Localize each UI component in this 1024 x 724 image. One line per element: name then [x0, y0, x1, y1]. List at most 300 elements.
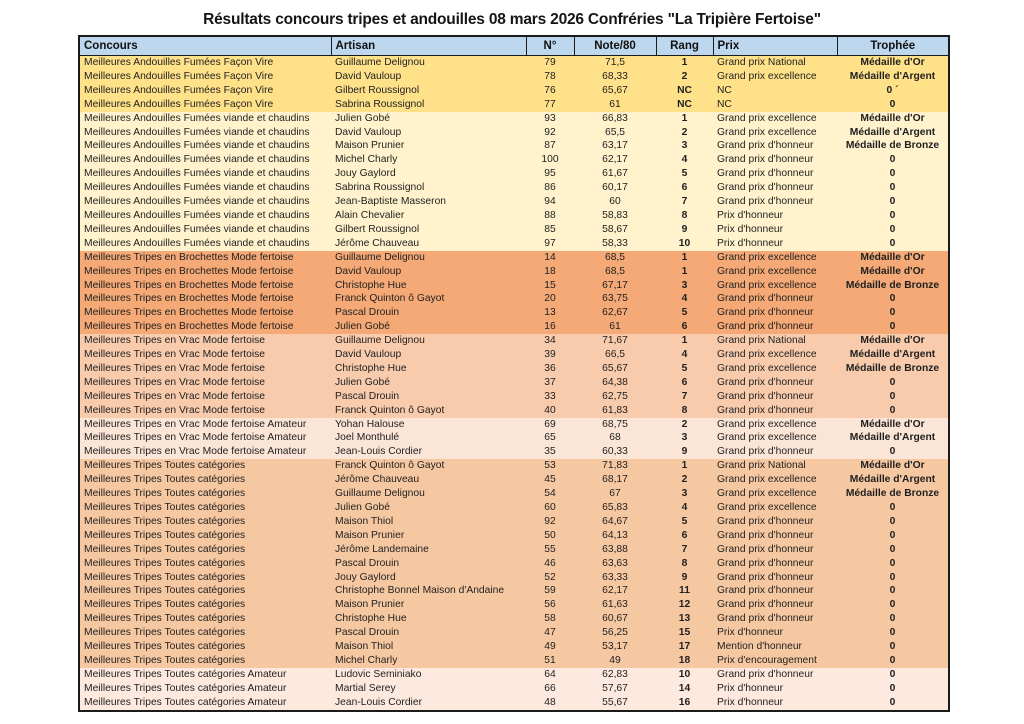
table-row [79, 571, 949, 585]
cell-concours: Meilleures Andouilles Fumées Façon Vire [84, 70, 274, 82]
column-header-prix: Prix [713, 36, 837, 56]
cell-trophee: 0 [889, 98, 896, 110]
cell-n: 56 [544, 599, 556, 611]
cell-trophee: Médaille d'Or [860, 265, 925, 277]
cell-note: 55,67 [602, 696, 628, 708]
cell-rang: NC [677, 98, 692, 110]
cell-rang: 7 [681, 543, 688, 555]
cell-prix: Prix d'encouragement [717, 654, 817, 666]
cell-prix: Grand prix excellence [717, 349, 817, 361]
cell-concours: Meilleures Tripes en Vrac Mode fertoise Amateur [84, 418, 307, 430]
table-row [79, 98, 949, 112]
table-row [79, 348, 949, 362]
table-row [79, 668, 949, 682]
cell-prix: Grand prix excellence [717, 418, 817, 430]
cell-note: 67,17 [602, 279, 628, 291]
table-row [79, 181, 949, 195]
cell-rang: 4 [681, 502, 688, 513]
cell-concours: Meilleures Tripes Toutes catégories [84, 474, 246, 486]
cell-n: 15 [544, 279, 556, 291]
table-row [79, 543, 949, 557]
cell-concours: Meilleures Tripes en Brochettes Mode fertoise [84, 321, 294, 333]
cell-concours: Meilleures Tripes en Vrac Mode fertoise [84, 390, 266, 402]
cell-prix: Grand prix d'honneur [717, 321, 814, 333]
cell-n: 54 [544, 488, 556, 500]
cell-trophee: 0 [889, 696, 896, 708]
cell-artisan: Alain Chevalier [335, 209, 405, 221]
table-row [79, 223, 949, 237]
cell-note: 66,83 [602, 112, 628, 124]
cell-trophee: Médaille de Bronze [845, 362, 940, 374]
table-header-row [79, 36, 949, 56]
cell-n: 18 [544, 265, 556, 277]
table-row [79, 209, 949, 223]
cell-trophee: Médaille d'Or [860, 335, 925, 347]
cell-prix: NC [717, 98, 732, 110]
cell-n: 92 [544, 515, 556, 527]
cell-note: 68,33 [602, 70, 628, 82]
cell-rang: 11 [679, 585, 690, 597]
cell-artisan: Franck Quinton ô Gayot [335, 293, 445, 305]
cell-n: 58 [544, 613, 556, 625]
cell-note: 63,75 [602, 293, 628, 305]
cell-n: 13 [544, 307, 556, 319]
cell-concours: Meilleures Tripes en Vrac Mode fertoise [84, 404, 266, 416]
cell-n: 65 [544, 432, 556, 444]
cell-prix: Grand prix d'honneur [717, 154, 814, 166]
cell-artisan: Christophe Hue [335, 362, 407, 374]
table-row [79, 306, 949, 320]
cell-artisan: Christophe Hue [335, 279, 407, 291]
cell-rang: 5 [681, 362, 688, 374]
cell-trophee: Médaille d'Or [860, 57, 925, 68]
table-row [79, 612, 949, 626]
cell-prix: Grand prix d'honneur [717, 613, 814, 625]
cell-n: 35 [544, 446, 556, 458]
cell-rang: 1 [681, 460, 688, 472]
cell-prix: Grand prix d'honneur [717, 529, 814, 541]
cell-trophee: 0 [889, 515, 896, 527]
cell-concours: Meilleures Tripes Toutes catégories [84, 571, 246, 583]
table-row [79, 70, 949, 84]
cell-rang: 10 [678, 237, 691, 249]
cell-artisan: Guillaume Delignou [335, 57, 425, 68]
cell-concours: Meilleures Andouilles Fumées viande et chaudins [84, 196, 310, 208]
cell-n: 53 [544, 460, 556, 472]
cell-prix: Grand prix excellence [717, 502, 817, 513]
cell-rang: 6 [681, 321, 688, 333]
cell-concours: Meilleures Tripes en Vrac Mode fertoise Amateur [84, 432, 307, 444]
cell-n: 50 [544, 529, 556, 541]
table-row [79, 195, 949, 209]
cell-artisan: Michel Charly [335, 154, 398, 166]
cell-concours: Meilleures Tripes en Vrac Mode fertoise [84, 335, 266, 347]
cell-artisan: Jouy Gaylord [335, 168, 396, 180]
cell-prix: Grand prix d'honneur [717, 543, 814, 555]
table-row [79, 56, 949, 70]
column-header-note: Note/80 [574, 36, 656, 56]
table-row [79, 557, 949, 571]
column-header-rang: Rang [656, 36, 713, 56]
cell-prix: Grand prix d'honneur [717, 585, 814, 597]
cell-n: 97 [544, 237, 556, 249]
cell-trophee: 0 [889, 168, 896, 180]
cell-n: 40 [544, 404, 556, 416]
cell-concours: Meilleures Andouilles Fumées viande et chaudins [84, 182, 310, 194]
table-body [79, 56, 949, 711]
cell-trophee: 0 [889, 404, 896, 416]
cell-prix: Grand prix excellence [717, 432, 817, 444]
cell-concours: Meilleures Andouilles Fumées viande et chaudins [84, 223, 310, 235]
cell-n: 86 [544, 182, 556, 194]
cell-rang: 3 [681, 140, 688, 152]
cell-concours: Meilleures Tripes Toutes catégories [84, 543, 246, 555]
cell-rang: 6 [681, 376, 688, 388]
cell-prix: Prix d'honneur [717, 223, 784, 235]
cell-note: 62,17 [602, 154, 628, 166]
table-row [79, 459, 949, 473]
cell-n: 37 [544, 376, 556, 388]
cell-note: 62,17 [602, 585, 628, 597]
cell-note: 58,83 [602, 209, 628, 221]
cell-rang: 8 [681, 404, 688, 416]
cell-artisan: Joel Monthulé [335, 432, 400, 444]
cell-trophee: Médaille d'Or [860, 251, 925, 263]
cell-artisan: Jérôme Chauveau [335, 474, 420, 486]
cell-artisan: Jouy Gaylord [335, 571, 396, 583]
cell-artisan: Jean-Louis Cordier [335, 696, 422, 708]
cell-concours: Meilleures Tripes en Brochettes Mode fertoise [84, 265, 294, 277]
cell-n: 94 [544, 196, 556, 208]
cell-prix: Grand prix excellence [717, 279, 817, 291]
table-row [79, 292, 949, 306]
cell-note: 68,75 [602, 418, 628, 430]
table-row [79, 153, 949, 167]
table-row [79, 320, 949, 334]
cell-rang: 4 [681, 154, 688, 166]
cell-rang: 9 [681, 223, 688, 235]
cell-concours: Meilleures Tripes en Brochettes Mode fertoise [84, 293, 294, 305]
table-row [79, 265, 949, 279]
cell-prix: Grand prix d'honneur [717, 599, 814, 611]
cell-note: 60,67 [602, 613, 628, 625]
cell-trophee: 0 [889, 668, 896, 680]
cell-n: 64 [544, 668, 556, 680]
cell-note: 71,83 [602, 460, 628, 472]
cell-note: 62,67 [602, 307, 628, 319]
cell-concours: Meilleures Tripes en Brochettes Mode fertoise [84, 307, 294, 319]
cell-artisan: David Vauloup [335, 70, 402, 82]
table-row [79, 418, 949, 432]
cell-artisan: Maison Prunier [335, 140, 405, 152]
cell-concours: Meilleures Tripes Toutes catégories [84, 502, 246, 513]
cell-artisan: Maison Thiol [335, 515, 394, 527]
cell-rang: 9 [681, 571, 688, 583]
cell-artisan: Guillaume Delignou [335, 251, 425, 263]
cell-rang: 9 [681, 446, 688, 458]
cell-artisan: Pascal Drouin [335, 627, 400, 639]
table-row [79, 682, 949, 696]
cell-note: 68,17 [602, 474, 628, 486]
cell-artisan: Maison Thiol [335, 641, 394, 653]
cell-concours: Meilleures Tripes Toutes catégories Amateur [84, 696, 287, 708]
cell-artisan: Julien Gobé [335, 112, 390, 124]
cell-prix: Grand prix d'honneur [717, 140, 814, 152]
cell-prix: Grand prix National [717, 460, 806, 472]
cell-artisan: Jean-Louis Cordier [335, 446, 422, 458]
cell-note: 61,63 [602, 599, 628, 611]
table-row [79, 279, 949, 293]
cell-trophee: 0 [889, 502, 896, 513]
cell-n: 49 [544, 641, 556, 653]
cell-rang: 6 [681, 529, 688, 541]
cell-concours: Meilleures Andouilles Fumées viande et chaudins [84, 126, 310, 138]
cell-rang: 5 [681, 168, 688, 180]
cell-n: 48 [544, 696, 556, 708]
cell-rang: NC [677, 84, 692, 96]
cell-trophee: 0 [889, 307, 896, 319]
cell-artisan: Guillaume Delignou [335, 488, 425, 500]
cell-note: 61 [609, 321, 621, 333]
table-row [79, 515, 949, 529]
cell-rang: 1 [681, 57, 688, 68]
cell-prix: Grand prix d'honneur [717, 557, 814, 569]
table-row [79, 404, 949, 418]
cell-note: 64,13 [602, 529, 628, 541]
cell-trophee: 0 [889, 543, 896, 555]
cell-concours: Meilleures Tripes Toutes catégories [84, 529, 246, 541]
cell-note: 58,33 [602, 237, 628, 249]
cell-note: 65,5 [604, 126, 626, 138]
cell-rang: 4 [681, 293, 688, 305]
cell-trophee: 0 [889, 321, 896, 333]
cell-trophee: 0 [889, 571, 896, 583]
cell-concours: Meilleures Andouilles Fumées Façon Vire [84, 57, 274, 68]
table-row [79, 84, 949, 98]
cell-trophee: 0 [889, 293, 896, 305]
cell-note: 57,67 [602, 682, 628, 694]
page-title: Résultats concours tripes et andouilles 08 mars 2026 Confréries "La Tripière Fertoise" [203, 11, 821, 28]
cell-artisan: Pascal Drouin [335, 307, 400, 319]
cell-note: 65,67 [602, 362, 628, 374]
cell-trophee: 0 [889, 599, 896, 611]
cell-artisan: Christophe Hue [335, 613, 407, 625]
cell-prix: Grand prix d'honneur [717, 376, 814, 388]
cell-trophee: Médaille de Bronze [845, 140, 940, 152]
column-header-artisan: Artisan [331, 36, 526, 56]
cell-prix: Grand prix d'honneur [717, 168, 814, 180]
cell-trophee: Médaille d'Argent [849, 349, 936, 361]
cell-rang: 6 [681, 182, 688, 194]
cell-prix: Prix d'honneur [717, 682, 784, 694]
cell-artisan: Pascal Drouin [335, 557, 400, 569]
cell-rang: 17 [678, 641, 691, 653]
cell-trophee: 0 [889, 641, 896, 653]
cell-n: 59 [544, 585, 556, 597]
cell-prix: Grand prix d'honneur [717, 404, 814, 416]
cell-trophee: 0 [889, 446, 896, 458]
cell-note: 61 [609, 98, 621, 110]
column-header-concours: Concours [79, 36, 331, 56]
cell-artisan: David Vauloup [335, 265, 402, 277]
cell-rang: 2 [681, 474, 688, 486]
cell-artisan: Christophe Bonnel Maison d'Andaine [335, 585, 505, 597]
cell-trophee: 0 [889, 654, 896, 666]
cell-prix: Grand prix National [717, 57, 806, 68]
table-row [79, 431, 949, 445]
cell-trophee: 0 [889, 196, 896, 208]
cell-concours: Meilleures Andouilles Fumées viande et chaudins [84, 154, 310, 166]
cell-note: 56,25 [602, 627, 628, 639]
cell-note: 63,63 [602, 557, 628, 569]
cell-concours: Meilleures Andouilles Fumées viande et chaudins [84, 209, 310, 221]
cell-prix: Grand prix excellence [717, 362, 817, 374]
cell-prix: Grand prix d'honneur [717, 571, 814, 583]
cell-prix: Grand prix d'honneur [717, 196, 814, 208]
cell-trophee: 0 [889, 557, 896, 569]
cell-prix: Grand prix excellence [717, 70, 817, 82]
cell-note: 71,67 [602, 335, 628, 347]
cell-trophee: Médaille d'Argent [849, 432, 936, 444]
table-row [79, 487, 949, 501]
cell-rang: 3 [681, 432, 688, 444]
cell-concours: Meilleures Tripes en Vrac Mode fertoise [84, 349, 266, 361]
cell-rang: 18 [678, 654, 691, 666]
table-row [79, 139, 949, 153]
cell-prix: Grand prix d'honneur [717, 668, 814, 680]
table-row [79, 167, 949, 181]
cell-n: 46 [544, 557, 556, 569]
table-row [79, 584, 949, 598]
cell-rang: 3 [681, 279, 688, 291]
cell-concours: Meilleures Tripes Toutes catégories Amateur [84, 668, 287, 680]
cell-prix: Grand prix d'honneur [717, 307, 814, 319]
cell-n: 14 [544, 251, 556, 263]
cell-n: 20 [544, 293, 556, 305]
cell-rang: 7 [681, 196, 688, 208]
cell-n: 93 [544, 112, 556, 124]
cell-concours: Meilleures Tripes Toutes catégories [84, 585, 246, 597]
cell-trophee: 0 [889, 585, 896, 597]
table-row [79, 334, 949, 348]
table-row [79, 390, 949, 404]
cell-concours: Meilleures Tripes Toutes catégories [84, 641, 246, 653]
cell-concours: Meilleures Andouilles Fumées Façon Vire [84, 98, 274, 110]
cell-artisan: Yohan Halouse [335, 418, 405, 430]
cell-trophee: 0 [889, 237, 896, 249]
cell-n: 88 [544, 209, 556, 221]
cell-concours: Meilleures Tripes Toutes catégories [84, 515, 246, 527]
cell-trophee: Médaille de Bronze [845, 488, 940, 500]
cell-artisan: Gilbert Roussignol [335, 223, 420, 235]
cell-artisan: Franck Quinton ô Gayot [335, 404, 445, 416]
table-row [79, 445, 949, 459]
cell-rang: 7 [681, 390, 688, 402]
cell-prix: Grand prix d'honneur [717, 182, 814, 194]
cell-concours: Meilleures Andouilles Fumées viande et chaudins [84, 140, 310, 152]
cell-n: 78 [544, 70, 556, 82]
cell-n: 47 [544, 627, 556, 639]
cell-n: 85 [544, 223, 556, 235]
cell-note: 68 [609, 432, 621, 444]
cell-prix: Prix d'honneur [717, 696, 784, 708]
cell-trophee: 0 [889, 627, 896, 639]
cell-prix: Grand prix National [717, 335, 806, 347]
cell-rang: 12 [678, 599, 691, 611]
cell-artisan: Sabrina Roussignol [335, 182, 425, 194]
cell-concours: Meilleures Tripes en Brochettes Mode fertoise [84, 251, 294, 263]
cell-concours: Meilleures Tripes en Vrac Mode fertoise Amateur [84, 446, 307, 458]
cell-n: 69 [544, 418, 556, 430]
results-table [78, 35, 950, 712]
cell-prix: Grand prix excellence [717, 251, 817, 263]
cell-note: 63,88 [602, 543, 628, 555]
column-header-n: N° [526, 36, 574, 56]
cell-note: 64,38 [602, 376, 628, 388]
table-row [79, 626, 949, 640]
cell-trophee: Médaille de Bronze [845, 279, 940, 291]
cell-concours: Meilleures Tripes Toutes catégories [84, 627, 246, 639]
cell-prix: Grand prix excellence [717, 112, 817, 124]
cell-n: 76 [544, 84, 556, 96]
cell-prix: Prix d'honneur [717, 209, 784, 221]
cell-rang: 14 [678, 682, 691, 694]
cell-rang: 3 [681, 488, 688, 500]
cell-artisan: Julien Gobé [335, 321, 390, 333]
cell-note: 60,17 [602, 182, 628, 194]
cell-concours: Meilleures Andouilles Fumées viande et chaudins [84, 237, 310, 249]
cell-prix: Prix d'honneur [717, 237, 784, 249]
cell-artisan: Jean-Baptiste Masseron [335, 196, 447, 208]
cell-n: 55 [544, 543, 556, 555]
cell-prix: Prix d'honneur [717, 627, 784, 639]
cell-n: 87 [544, 140, 556, 152]
cell-trophee: 0 [889, 390, 896, 402]
cell-note: 66,5 [604, 349, 626, 361]
cell-note: 62,83 [602, 668, 628, 680]
cell-artisan: Sabrina Roussignol [335, 98, 425, 110]
cell-n: 34 [544, 335, 556, 347]
cell-rang: 1 [681, 265, 688, 277]
cell-trophee: 0 [889, 682, 896, 694]
cell-trophee: 0 ´ [886, 84, 899, 96]
cell-concours: Meilleures Tripes Toutes catégories [84, 599, 246, 611]
cell-artisan: Michel Charly [335, 654, 398, 666]
table-row [79, 126, 949, 140]
cell-n: 45 [544, 474, 556, 486]
cell-prix: Grand prix excellence [717, 488, 817, 500]
cell-n: 92 [544, 126, 556, 138]
table-row [79, 237, 949, 251]
cell-note: 65,67 [602, 84, 628, 96]
cell-concours: Meilleures Tripes Toutes catégories [84, 488, 246, 500]
cell-concours: Meilleures Tripes Toutes catégories Amateur [84, 682, 287, 694]
cell-concours: Meilleures Tripes Toutes catégories [84, 654, 246, 666]
cell-artisan: Pascal Drouin [335, 390, 400, 402]
cell-artisan: Jérôme Chauveau [335, 237, 420, 249]
cell-prix: NC [717, 84, 732, 96]
cell-prix: Grand prix d'honneur [717, 446, 814, 458]
cell-note: 65,83 [602, 502, 628, 513]
cell-artisan: Martial Serey [335, 682, 396, 694]
cell-n: 100 [541, 154, 559, 166]
cell-prix: Grand prix d'honneur [717, 515, 814, 527]
table-row [79, 362, 949, 376]
cell-concours: Meilleures Tripes Toutes catégories [84, 613, 246, 625]
cell-prix: Grand prix excellence [717, 474, 817, 486]
cell-trophee: Médaille d'Argent [849, 70, 936, 82]
cell-trophee: 0 [889, 154, 896, 166]
